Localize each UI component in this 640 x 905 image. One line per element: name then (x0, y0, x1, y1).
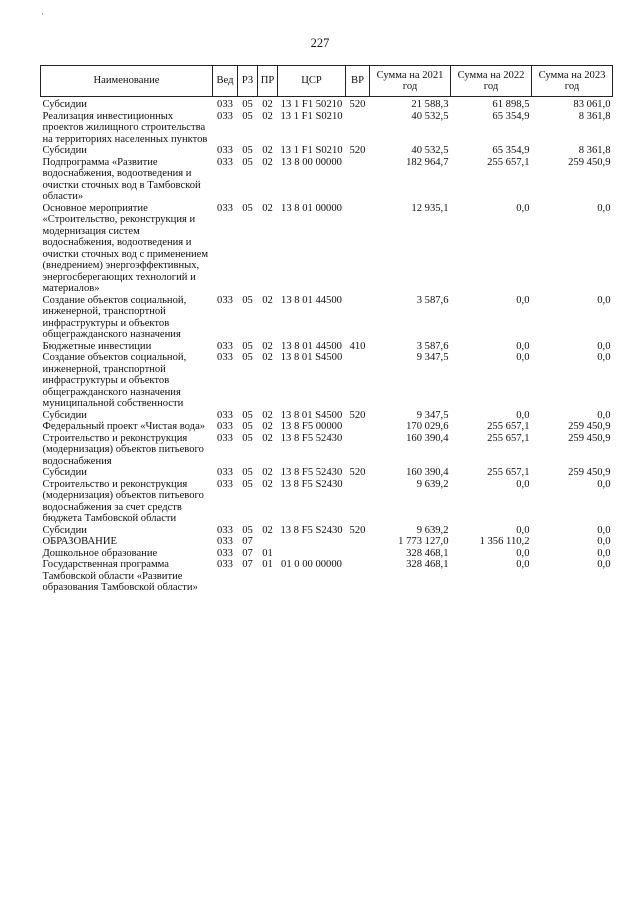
row-ved: 033 (217, 99, 233, 110)
row-sum-2023: 0,0 (597, 559, 611, 570)
row-csr: 13 1 F1 50210 (280, 99, 343, 110)
row-sum-2021: 3 587,6 (416, 294, 449, 306)
row-sum-2021: 3 587,6 (416, 340, 449, 352)
row-csr: 13 8 01 44500 (281, 294, 342, 306)
row-vr: 410 (349, 340, 366, 352)
row-csr: 13 8 01 44500 (281, 340, 342, 352)
row-vr (346, 433, 370, 468)
row-rz: 05 (242, 110, 253, 122)
row-name: Федеральный проект «Чистая вода» (42, 421, 206, 432)
row-name: Создание объектов социальной, инженерной, транспортной инфраструктуры и объектов общегражданского назначения муниципальной собственности (42, 352, 187, 409)
row-sum-2021: 182 964,7 (406, 156, 449, 168)
row-sum-2021: 328 468,1 (406, 559, 449, 570)
row-name: Субсидии (42, 409, 87, 421)
row-sum-2023: 259 450,9 (568, 467, 611, 478)
table-row (41, 145, 613, 157)
row-sum-2021: 170 029,6 (406, 421, 449, 432)
row-ved: 033 (217, 145, 233, 156)
row-sum-2023: 0,0 (597, 547, 611, 559)
row-rz: 05 (242, 99, 253, 110)
row-ved: 033 (217, 202, 233, 214)
table-row (41, 295, 613, 341)
row-sum-2022: 0,0 (516, 559, 530, 570)
row-rz: 07 (242, 559, 253, 570)
row-rz: 05 (242, 352, 253, 363)
table-row (41, 433, 613, 468)
header-pr: ПР (258, 66, 278, 97)
row-sum-2021: 9 639,2 (416, 524, 449, 536)
row-sum-2023: 0,0 (597, 524, 611, 536)
row-sum-2022: 0,0 (516, 202, 530, 214)
row-pr: 02 (262, 340, 273, 352)
row-sum-2023: 259 450,9 (568, 421, 611, 432)
row-vr (346, 157, 370, 203)
row-name: Строительство и реконструкция (модернизация) объектов питьевого водоснабжения (42, 432, 204, 467)
row-csr: 13 1 F1 S0210 (280, 110, 343, 122)
row-ved: 033 (217, 432, 233, 444)
row-name: Субсидии (42, 467, 87, 478)
row-ved: 033 (217, 467, 233, 478)
row-sum-2022: 0,0 (516, 524, 530, 536)
budget-table (40, 65, 613, 594)
row-rz: 07 (242, 536, 253, 547)
row-csr: 01 0 00 00000 (281, 559, 342, 570)
row-sum-2022: 65 354,9 (492, 110, 530, 122)
row-sum-2023: 0,0 (597, 340, 611, 352)
row-sum-2021: 9 347,5 (416, 409, 449, 421)
row-rz: 07 (242, 547, 253, 559)
row-pr: 02 (262, 524, 273, 536)
row-name: Строительство и реконструкция (модернизация) объектов питьевого водоснабжения за счет средств бюджета Тамбовской области (42, 478, 204, 524)
header-rz: РЗ (238, 66, 258, 97)
row-csr (278, 548, 346, 560)
row-sum-2022: 0,0 (516, 294, 530, 306)
row-pr: 02 (262, 145, 273, 156)
table-row (41, 410, 613, 422)
table-row (41, 536, 613, 548)
row-name: Создание объектов социальной, инженерной, транспортной инфраструктуры и объектов общегражданского назначения (42, 294, 187, 340)
table-header-row (41, 66, 613, 97)
row-ved: 033 (217, 547, 233, 559)
row-vr (346, 295, 370, 341)
row-ved: 033 (217, 559, 233, 570)
header-sum-2022: Сумма на 2022 год (451, 66, 532, 97)
row-csr: 13 8 01 S4500 (280, 409, 343, 421)
row-rz: 05 (242, 421, 253, 432)
row-rz: 05 (242, 202, 253, 214)
row-pr: 01 (262, 559, 273, 570)
row-vr (346, 111, 370, 146)
table-row (41, 352, 613, 410)
row-sum-2023: 8 361,8 (578, 110, 611, 122)
table-row (41, 559, 613, 594)
row-name: Дошкольное образование (42, 547, 158, 559)
row-name: Субсидии (42, 145, 87, 156)
row-vr: 520 (349, 524, 366, 536)
row-ved: 033 (217, 294, 233, 306)
page-number: 227 (310, 36, 330, 50)
row-csr: 13 8 01 00000 (281, 202, 342, 214)
row-sum-2021: 9 347,5 (416, 352, 449, 363)
row-vr (346, 421, 370, 433)
row-rz: 05 (242, 432, 253, 444)
row-vr (346, 536, 370, 548)
row-ved: 033 (217, 478, 233, 490)
row-pr: 02 (262, 432, 273, 444)
row-sum-2023: 0,0 (597, 478, 611, 490)
table-row (41, 467, 613, 479)
table-row (41, 341, 613, 353)
row-sum-2022: 255 657,1 (487, 432, 530, 444)
row-pr: 02 (262, 202, 273, 214)
row-ved: 033 (217, 340, 233, 352)
row-rz: 05 (242, 156, 253, 168)
row-sum-2022: 0,0 (516, 547, 530, 559)
row-pr: 01 (262, 547, 273, 559)
row-sum-2022: 255 657,1 (487, 156, 530, 168)
row-sum-2022: 255 657,1 (487, 421, 530, 432)
row-pr: 02 (262, 294, 273, 306)
row-ved: 033 (217, 524, 233, 536)
row-pr: 02 (262, 409, 273, 421)
row-pr: 02 (262, 478, 273, 490)
row-vr (346, 479, 370, 525)
row-pr: 02 (262, 156, 273, 168)
table-row (41, 157, 613, 203)
row-name: Бюджетные инвестиции (42, 340, 152, 352)
row-sum-2023: 0,0 (597, 352, 611, 363)
row-sum-2022: 0,0 (516, 340, 530, 352)
row-rz: 05 (242, 145, 253, 156)
header-ved: Вед (213, 66, 238, 97)
row-name: Государственная программа Тамбовской области «Развитие образования Тамбовской области» (42, 559, 198, 593)
row-sum-2023: 8 361,8 (578, 145, 611, 156)
row-sum-2021: 328 468,1 (406, 547, 449, 559)
row-sum-2023: 83 061,0 (573, 99, 611, 110)
row-vr: 520 (349, 409, 366, 421)
row-sum-2021: 1 773 127,0 (398, 536, 449, 547)
row-sum-2023: 0,0 (597, 202, 611, 214)
table-row (41, 111, 613, 146)
row-sum-2022: 0,0 (516, 409, 530, 421)
row-sum-2023: 0,0 (597, 536, 611, 547)
row-rz: 05 (242, 467, 253, 478)
row-vr: 520 (349, 145, 366, 156)
row-csr: 13 8 F5 S2430 (280, 478, 343, 490)
row-csr: 13 8 F5 00000 (280, 421, 343, 432)
header-vr: ВР (346, 66, 370, 97)
row-name: Субсидии (42, 99, 87, 110)
row-sum-2023: 0,0 (597, 294, 611, 306)
row-sum-2022: 255 657,1 (487, 467, 530, 478)
row-sum-2021: 9 639,2 (416, 478, 449, 490)
row-csr: 13 8 F5 S2430 (280, 524, 343, 536)
row-sum-2021: 21 588,3 (411, 99, 449, 110)
row-sum-2023: 259 450,9 (568, 156, 611, 168)
row-rz: 05 (242, 340, 253, 352)
header-csr: ЦСР (278, 66, 346, 97)
row-vr (346, 559, 370, 594)
row-name: Субсидии (42, 524, 87, 536)
row-sum-2022: 65 354,9 (492, 145, 530, 156)
row-sum-2023: 259 450,9 (568, 432, 611, 444)
row-pr: 02 (262, 421, 273, 432)
row-vr: 520 (349, 99, 366, 110)
row-sum-2023: 0,0 (597, 409, 611, 421)
row-sum-2021: 160 390,4 (406, 467, 449, 478)
row-sum-2021: 12 935,1 (411, 202, 449, 214)
table-row (41, 548, 613, 560)
row-csr: 13 1 F1 S0210 (280, 145, 343, 156)
table-row (41, 525, 613, 537)
table-row (41, 203, 613, 295)
header-sum-2021: Сумма на 2021 год (370, 66, 451, 97)
row-ved: 033 (217, 110, 233, 122)
row-vr (346, 203, 370, 295)
row-sum-2022: 0,0 (516, 352, 530, 363)
header-sum-2023: Сумма на 2023 год (532, 66, 613, 97)
row-rz: 05 (242, 409, 253, 421)
row-pr: 02 (262, 467, 273, 478)
row-sum-2022: 1 356 110,2 (479, 536, 530, 547)
row-csr: 13 8 F5 52430 (280, 432, 343, 444)
row-csr: 13 8 00 00000 (281, 156, 342, 168)
row-pr (258, 536, 278, 548)
row-vr: 520 (349, 467, 366, 478)
header-name: Наименование (41, 66, 213, 97)
row-ved: 033 (217, 156, 233, 168)
row-name: Реализация инвестиционных проектов жилищного строительства на территориях населенных пунктов (42, 110, 208, 145)
row-ved: 033 (217, 352, 233, 363)
row-sum-2022: 61 898,5 (492, 99, 530, 110)
table-row (41, 479, 613, 525)
row-name: Основное мероприятие «Строительство, реконструкция и модернизация систем водоснабжения, водоотведения и очистки сточных вод с применением (внедрением) энергоэффективных, энергосберегающих технологий и материалов» (42, 202, 209, 294)
row-pr: 02 (262, 110, 273, 122)
row-sum-2021: 160 390,4 (406, 432, 449, 444)
row-sum-2021: 40 532,5 (411, 110, 449, 122)
row-rz: 05 (242, 294, 253, 306)
row-name: ОБРАЗОВАНИЕ (42, 536, 117, 547)
row-sum-2021: 40 532,5 (411, 145, 449, 156)
corner-mark: · (41, 9, 44, 19)
row-vr (346, 352, 370, 410)
table-row (41, 421, 613, 433)
row-vr (346, 548, 370, 560)
row-csr: 13 8 01 S4500 (280, 352, 343, 363)
row-ved: 033 (217, 536, 233, 547)
row-ved: 033 (217, 421, 233, 432)
row-rz: 05 (242, 478, 253, 490)
row-csr: 13 8 F5 52430 (280, 467, 343, 478)
row-csr (278, 536, 346, 548)
row-sum-2022: 0,0 (516, 478, 530, 490)
row-pr: 02 (262, 352, 273, 363)
row-rz: 05 (242, 524, 253, 536)
row-name: Подпрограмма «Развитие водоснабжения, водоотведения и очистки сточных вод в Тамбовской области» (42, 156, 201, 202)
row-pr: 02 (262, 99, 273, 110)
row-ved: 033 (217, 409, 233, 421)
table-row (41, 97, 613, 111)
